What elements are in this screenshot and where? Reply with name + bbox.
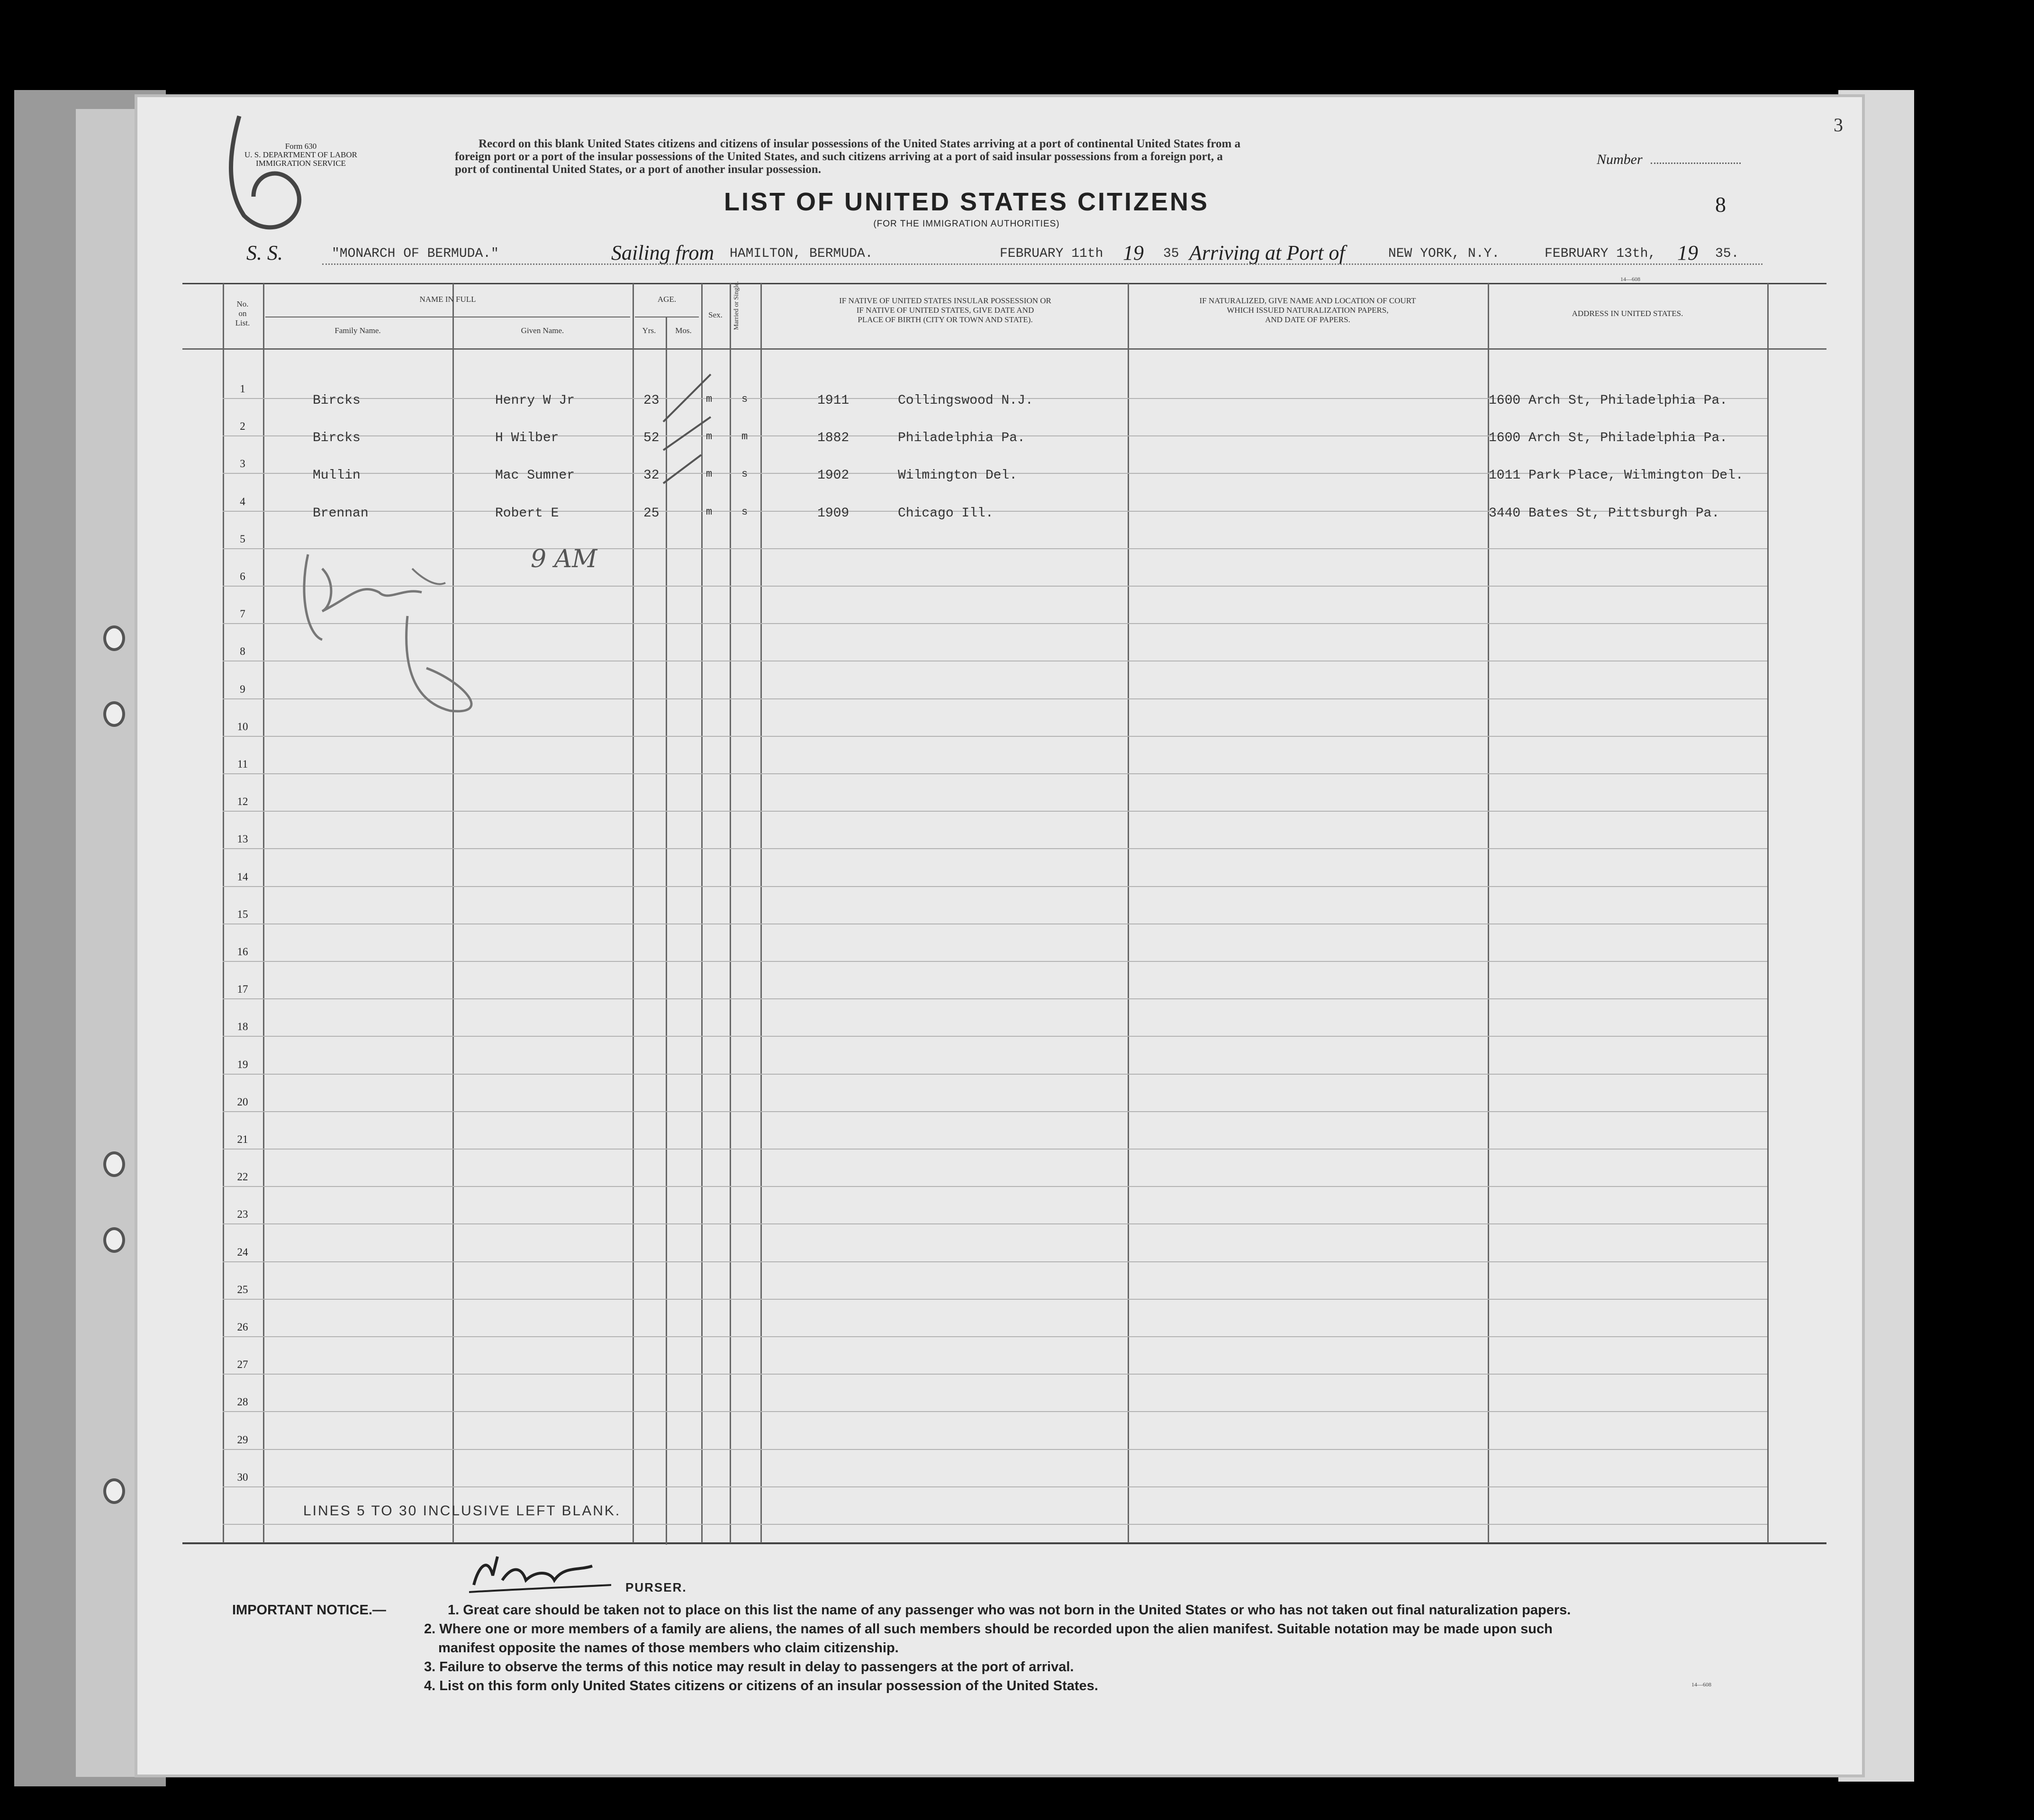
column-rule: [760, 283, 762, 1543]
number-label: Number: [1597, 152, 1643, 167]
handwritten-mark-icon: [216, 107, 325, 249]
notice-1: 1. Great care should be taken not to place on this list the name of any passenger who was not born in the United States or who has not taken out final naturalization papers.: [448, 1603, 1571, 1618]
given-name: Robert E: [495, 506, 559, 521]
notice-2-cont: manifest opposite the names of those members who claim citizenship.: [438, 1640, 899, 1656]
column-rule: [730, 283, 731, 1543]
table-bottom-border: [182, 1542, 1826, 1544]
year-prefix: 19: [1677, 241, 1698, 264]
column-rule: [1128, 283, 1129, 1543]
row-rule: [223, 811, 1767, 812]
row-number: 6: [240, 570, 245, 582]
family-name: Brennan: [313, 506, 369, 521]
table-top-border: [182, 283, 1826, 284]
row-number: 9: [240, 683, 245, 695]
row-number: 11: [237, 758, 248, 770]
notice-2: 2. Where one or more members of a family are aliens, the names of all such members should be recorded upon the alien manifest. Suitable notation may be made upon such: [424, 1621, 1553, 1637]
row-number: 7: [240, 608, 245, 620]
header-years: Yrs.: [642, 326, 656, 335]
row-number: 18: [237, 1021, 248, 1032]
row-rule: [223, 1036, 1767, 1037]
lines-blank-note: LINES 5 TO 30 INCLUSIVE LEFT BLANK.: [303, 1503, 621, 1519]
notice-4: 4. List on this form only United States citizens or citizens of an insular possession of the United States.: [424, 1678, 1098, 1693]
row-number: 5: [240, 533, 245, 545]
birth-year: 1902: [817, 468, 850, 483]
row-rule: [223, 1486, 1767, 1487]
family-name: Mullin: [313, 468, 361, 483]
row-number: 20: [237, 1096, 248, 1108]
birth-place: Collingswood N.J.: [898, 393, 1033, 408]
punch-hole-icon: [103, 1227, 125, 1253]
notice-3: 3. Failure to observe the terms of this notice may result in delay to passengers at the port of arrival.: [424, 1659, 1074, 1675]
birth-year: 1909: [817, 506, 850, 521]
row-rule: [223, 1299, 1767, 1300]
sex: m: [706, 506, 713, 518]
row-number: 30: [237, 1471, 248, 1483]
instruction-line: port of continental United States, or a port of another insular possession.: [455, 163, 821, 176]
row-rule: [223, 961, 1767, 962]
row-rule: [223, 848, 1767, 849]
row-rule: [223, 1261, 1767, 1262]
form-number: Form 630: [285, 142, 317, 151]
page-subtitle: (FOR THE IMMIGRATION AUTHORITIES): [873, 219, 1060, 229]
voyage-line: [246, 241, 1753, 269]
address: 1600 Arch St, Philadelphia Pa.: [1489, 393, 1728, 408]
birth-place: Philadelphia Pa.: [898, 431, 1025, 445]
important-label: IMPORTANT NOTICE.—: [232, 1603, 386, 1618]
given-name: Mac Sumner: [495, 468, 575, 483]
birth-place: Wilmington Del.: [898, 468, 1018, 483]
row-rule: [223, 1074, 1767, 1075]
from-port: HAMILTON, BERMUDA.: [730, 246, 873, 261]
printer-mark: 14—608: [1620, 276, 1640, 282]
sailing-label: Sailing from: [611, 241, 714, 264]
row-number: 19: [237, 1059, 248, 1070]
row-number: 27: [237, 1358, 248, 1370]
instruction-line: Record on this blank United States citizens and citizens of insular possessions of the United States arriving at a port of continental United States from a: [479, 137, 1241, 150]
check-marks-icon: [659, 365, 715, 507]
header-address: ADDRESS IN UNITED STATES.: [1572, 309, 1683, 318]
sail-year: 35: [1163, 246, 1179, 261]
family-name: Bircks: [313, 431, 361, 445]
header-age: AGE.: [657, 295, 677, 304]
row-rule: [223, 1449, 1767, 1450]
sex: m: [706, 468, 713, 480]
header-naturalized: IF NATURALIZED, GIVE NAME AND LOCATION OF COURT WHICH ISSUED NATURALIZATION PAPERS, AND DATE OF PAPERS.: [1199, 296, 1416, 324]
row-number: 26: [237, 1321, 248, 1333]
row-number: 8: [240, 645, 245, 657]
header-birth: IF NATIVE OF UNITED STATES INSULAR POSSESSION OR IF NATIVE OF UNITED STATES, GIVE DATE AND PLACE OF BIRTH (CITY OR TOWN AND STATE).: [839, 296, 1051, 324]
purser-signature: [469, 1547, 611, 1599]
year-prefix: 19: [1123, 241, 1144, 264]
ship-name: "MONARCH OF BERMUDA.": [332, 246, 499, 261]
row-number: 25: [237, 1284, 248, 1295]
row-number: 22: [237, 1171, 248, 1183]
header-name-in-full: NAME IN FULL: [419, 295, 476, 304]
row-rule: [223, 998, 1767, 999]
row-rule: [223, 1524, 1767, 1525]
header-months: Mos.: [675, 326, 692, 335]
page-title: LIST OF UNITED STATES CITIZENS: [724, 188, 1209, 216]
ss-label: S. S.: [246, 241, 283, 264]
row-rule: [223, 1374, 1767, 1375]
row-number: 28: [237, 1396, 248, 1408]
age-years: 25: [643, 506, 660, 521]
row-rule: [223, 1186, 1767, 1187]
row-rule: [223, 886, 1767, 887]
row-rule: [223, 736, 1767, 737]
header-sex: Sex.: [708, 310, 723, 319]
age-years: 52: [643, 431, 660, 445]
row-number: 4: [240, 496, 245, 507]
column-rule: [452, 283, 454, 1543]
address: 1011 Park Place, Wilmington Del.: [1489, 468, 1744, 483]
birth-year: 1882: [817, 431, 850, 445]
row-rule: [223, 1111, 1767, 1112]
header-no: No. on List.: [235, 299, 250, 327]
punch-hole-icon: [103, 625, 125, 651]
to-port: NEW YORK, N.Y.: [1388, 246, 1500, 261]
purser-signature-image: [469, 1547, 611, 1599]
form-department: U. S. DEPARTMENT OF LABOR: [244, 150, 357, 159]
family-name: Bircks: [313, 393, 361, 408]
column-rule: [1767, 283, 1769, 1543]
row-rule: [223, 1149, 1767, 1150]
important-notice: [232, 1601, 1796, 1695]
row-number: 13: [237, 833, 248, 845]
arrive-year: 35.: [1715, 246, 1739, 261]
marital-status: s: [741, 506, 748, 518]
row-number: 12: [237, 796, 248, 807]
row-rule: [223, 1336, 1767, 1337]
marital-status: s: [741, 468, 748, 480]
address: 1600 Arch St, Philadelphia Pa.: [1489, 431, 1728, 445]
row-number: 23: [237, 1208, 248, 1220]
row-rule: [223, 1411, 1767, 1412]
form-service: IMMIGRATION SERVICE: [256, 159, 346, 168]
row-number: 2: [240, 420, 245, 432]
age-years: 32: [643, 468, 660, 483]
instruction-line: foreign port or a port of the insular possessions of the United States, and such citizens arriving at a port of said insular possessions from a foreign port, a: [455, 150, 1223, 163]
handwritten-signature-annotation: [294, 540, 512, 730]
column-rule: [633, 283, 634, 1543]
age-years: 23: [643, 393, 660, 408]
header-married-single: Married or Single.: [733, 281, 740, 330]
birth-year: 1911: [817, 393, 850, 408]
row-number: 16: [237, 946, 248, 958]
row-number: 3: [240, 458, 245, 470]
handwritten-time: 9 AM: [531, 545, 597, 573]
given-name: H Wilber: [495, 431, 559, 445]
arriving-label: Arriving at Port of: [1189, 241, 1345, 264]
row-number: 14: [237, 871, 248, 883]
punch-hole-icon: [103, 701, 125, 727]
header-family-name: Family Name.: [334, 326, 381, 335]
sex: m: [706, 393, 713, 405]
sail-date: FEBRUARY 11th: [1000, 246, 1103, 261]
sheet-number: 8: [1715, 192, 1726, 217]
punch-hole-icon: [103, 1478, 125, 1504]
row-number: 29: [237, 1434, 248, 1446]
bottom-printer-mark: 14—608: [1691, 1681, 1711, 1688]
row-number: 24: [237, 1246, 248, 1258]
row-rule: [223, 773, 1767, 774]
row-number: 17: [237, 983, 248, 995]
top-instructions: [455, 137, 1535, 176]
row-number: 10: [237, 721, 248, 733]
purser-label: PURSER.: [625, 1580, 687, 1594]
address: 3440 Bates St, Pittsburgh Pa.: [1489, 506, 1720, 521]
row-number: 15: [237, 908, 248, 920]
row-number: 1: [240, 383, 245, 395]
sex: m: [706, 431, 713, 443]
column-rule: [263, 283, 264, 1543]
row-rule: [223, 1223, 1767, 1224]
arrive-date: FEBRUARY 13th,: [1545, 246, 1656, 261]
row-number: 21: [237, 1133, 248, 1145]
given-name: Henry W Jr: [495, 393, 575, 408]
marital-status: m: [741, 431, 748, 443]
marital-status: s: [741, 393, 748, 405]
number-field: [1597, 152, 1741, 168]
birth-place: Chicago Ill.: [898, 506, 994, 521]
corner-mark: 3: [1834, 114, 1843, 136]
header-bottom-border: [182, 348, 1826, 350]
punch-hole-icon: [103, 1151, 125, 1177]
header-given-name: Given Name.: [521, 326, 564, 335]
